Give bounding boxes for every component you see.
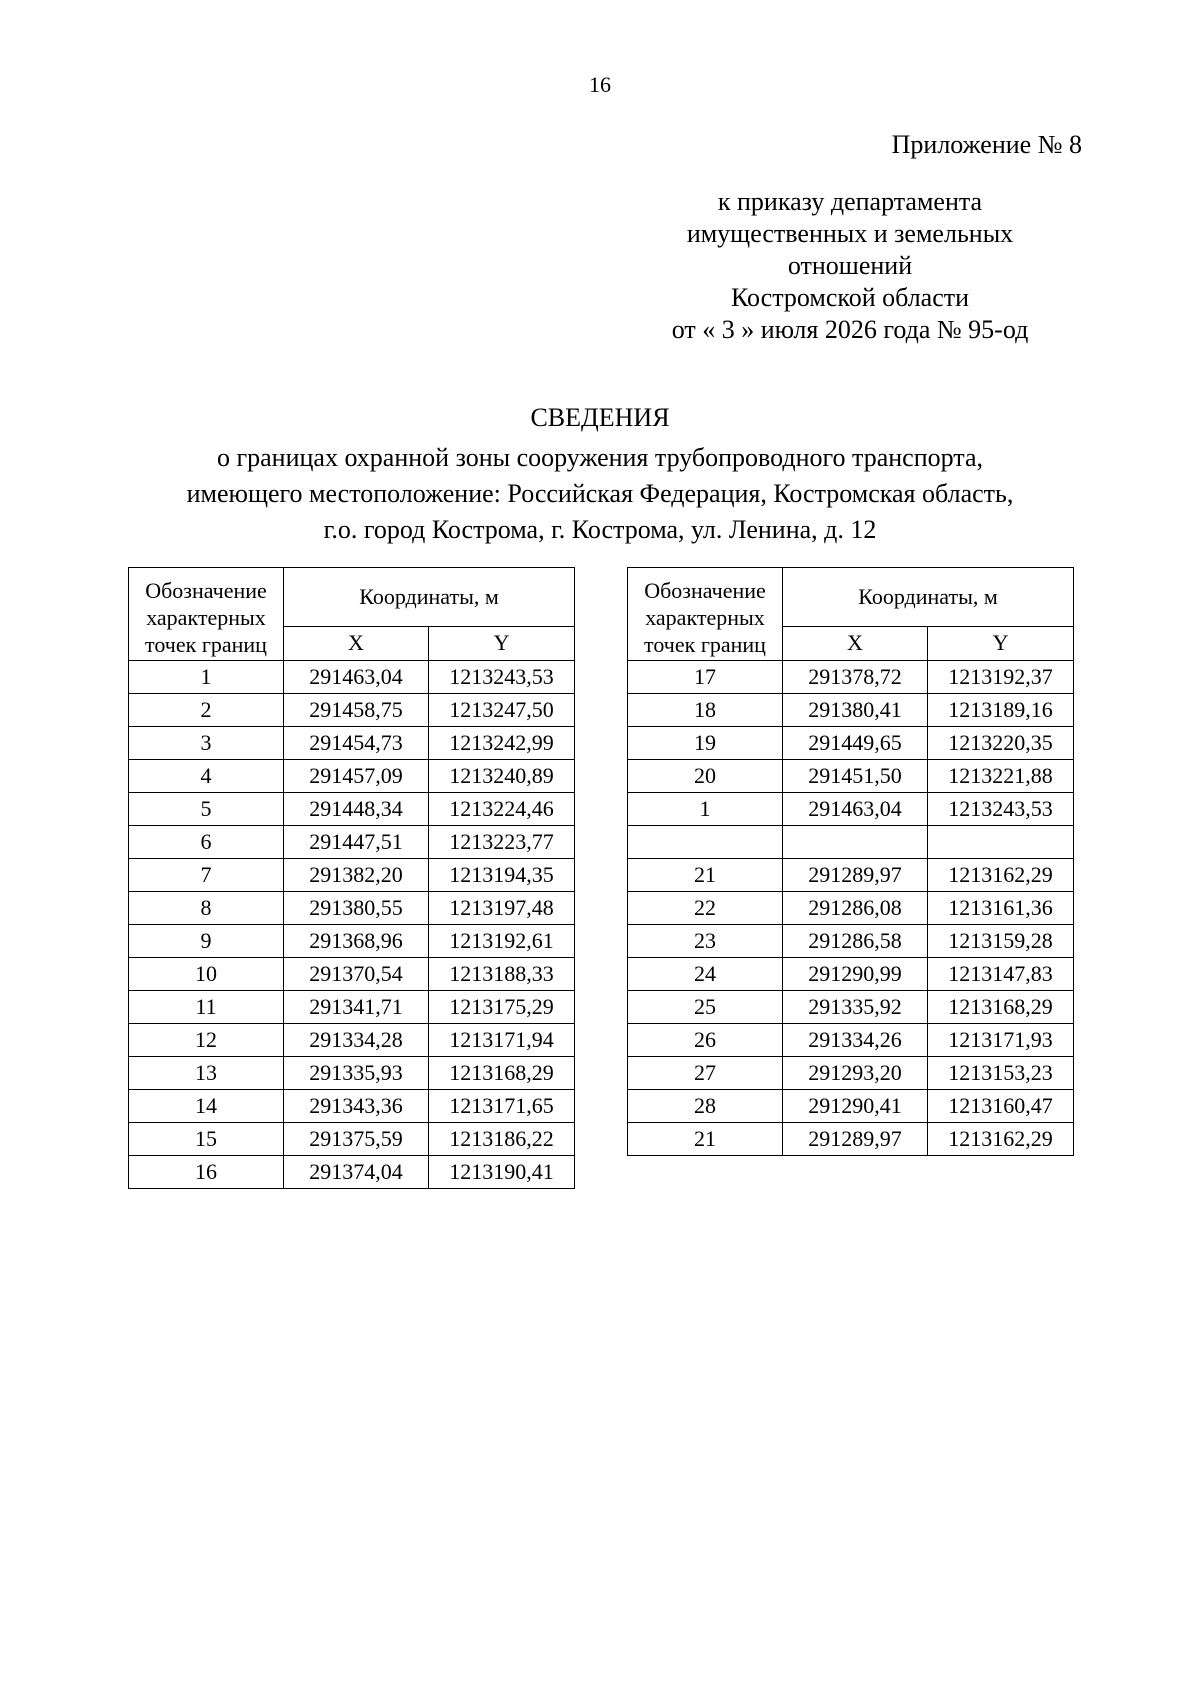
y-coordinate-cell: 1213171,94 — [429, 1024, 575, 1057]
point-id-cell: 10 — [129, 958, 284, 991]
point-id-cell: 6 — [129, 826, 284, 859]
page-number: 16 — [589, 72, 611, 97]
x-coordinate-cell: 291293,20 — [783, 1057, 928, 1090]
table-row — [129, 793, 575, 826]
point-id-cell: 1 — [628, 793, 783, 826]
x-coordinate-cell: 291457,09 — [284, 760, 429, 793]
point-id-cell: 11 — [129, 991, 284, 1024]
table-row — [129, 859, 575, 892]
point-id-cell: 24 — [628, 958, 783, 991]
y-coordinate-cell: 1213171,65 — [429, 1090, 575, 1123]
appendix-label: Приложение № 8 — [891, 130, 1082, 159]
point-id-cell: 20 — [628, 760, 783, 793]
x-coordinate-cell: 291380,55 — [284, 892, 429, 925]
x-coordinate-cell: 291451,50 — [783, 760, 928, 793]
x-coordinate-cell: 291375,59 — [284, 1123, 429, 1156]
point-id-cell: 13 — [129, 1057, 284, 1090]
x-coordinate-cell: 291378,72 — [783, 661, 928, 694]
x-coordinate-cell: 291343,36 — [284, 1090, 429, 1123]
order-line: от « 3 » июля 2026 года № 95-од — [671, 315, 1029, 344]
x-coordinate-cell: 291448,34 — [284, 793, 429, 826]
order-line: имущественных и земельных — [686, 219, 1014, 248]
x-header: X — [783, 626, 928, 660]
point-id-cell: 22 — [628, 892, 783, 925]
y-coordinate-cell: 1213168,29 — [429, 1057, 575, 1090]
x-coordinate-cell: 291447,51 — [284, 826, 429, 859]
table-row — [129, 1024, 575, 1057]
point-id-cell: 21 — [628, 1123, 783, 1156]
y-header: Y — [429, 626, 575, 660]
point-id-cell: 7 — [129, 859, 284, 892]
table-row — [628, 661, 1074, 694]
y-coordinate-cell: 1213171,93 — [928, 1024, 1074, 1057]
table-row — [628, 991, 1074, 1024]
x-coordinate-cell: 291334,26 — [783, 1024, 928, 1057]
y-coordinate-cell: 1213247,50 — [429, 694, 575, 727]
table-row — [129, 1156, 575, 1189]
x-coordinate-cell: 291368,96 — [284, 925, 429, 958]
coordinates-table-left — [128, 567, 575, 1189]
point-header: Обозначение характерных точек границ — [628, 568, 783, 661]
point-header: Обозначение характерных точек границ — [129, 568, 284, 661]
point-id-cell: 4 — [129, 760, 284, 793]
table-row — [129, 661, 575, 694]
y-coordinate-cell: 1213188,33 — [429, 958, 575, 991]
table-row — [628, 694, 1074, 727]
x-coordinate-cell: 291341,71 — [284, 991, 429, 1024]
point-id-cell: 14 — [129, 1090, 284, 1123]
point-id-cell: 27 — [628, 1057, 783, 1090]
x-coordinate-cell: 291463,04 — [284, 661, 429, 694]
y-coordinate-cell — [928, 826, 1074, 859]
table-row — [628, 1057, 1074, 1090]
point-id-cell: 8 — [129, 892, 284, 925]
table-row — [628, 760, 1074, 793]
table-row — [129, 1123, 575, 1156]
point-id-cell: 1 — [129, 661, 284, 694]
table-row — [129, 892, 575, 925]
x-coordinate-cell: 291286,58 — [783, 925, 928, 958]
y-coordinate-cell: 1213192,61 — [429, 925, 575, 958]
table-row — [129, 1090, 575, 1123]
x-coordinate-cell: 291335,92 — [783, 991, 928, 1024]
x-coordinate-cell: 291458,75 — [284, 694, 429, 727]
document-subtitle — [0, 440, 1200, 548]
y-coordinate-cell: 1213159,28 — [928, 925, 1074, 958]
x-coordinate-cell — [783, 826, 928, 859]
x-coordinate-cell: 291290,99 — [783, 958, 928, 991]
subtitle-line: имеющего местоположение: Российская Федерация, Костромская область, — [186, 479, 1014, 508]
table-row — [628, 925, 1074, 958]
table-row — [129, 694, 575, 727]
x-coordinate-cell: 291290,41 — [783, 1090, 928, 1123]
coordinates-header: Координаты, м — [783, 568, 1074, 627]
point-id-cell: 15 — [129, 1123, 284, 1156]
point-id-cell: 25 — [628, 991, 783, 1024]
y-coordinate-cell: 1213168,29 — [928, 991, 1074, 1024]
table-row — [628, 1024, 1074, 1057]
y-coordinate-cell: 1213194,35 — [429, 859, 575, 892]
y-coordinate-cell: 1213224,46 — [429, 793, 575, 826]
x-header: X — [284, 626, 429, 660]
y-coordinate-cell: 1213147,83 — [928, 958, 1074, 991]
y-coordinate-cell: 1213220,35 — [928, 727, 1074, 760]
table-row — [129, 991, 575, 1024]
subtitle-line: г.о. город Кострома, г. Кострома, ул. Ленина, д. 12 — [323, 515, 877, 544]
table-row — [628, 1123, 1074, 1156]
point-id-cell: 12 — [129, 1024, 284, 1057]
point-id-cell: 17 — [628, 661, 783, 694]
x-coordinate-cell: 291334,28 — [284, 1024, 429, 1057]
table-row — [129, 760, 575, 793]
y-coordinate-cell: 1213153,23 — [928, 1057, 1074, 1090]
y-coordinate-cell: 1213160,47 — [928, 1090, 1074, 1123]
table-row — [628, 826, 1074, 859]
table-row — [628, 892, 1074, 925]
x-coordinate-cell: 291463,04 — [783, 793, 928, 826]
y-coordinate-cell: 1213243,53 — [928, 793, 1074, 826]
y-coordinate-cell: 1213186,22 — [429, 1123, 575, 1156]
table-row — [129, 1057, 575, 1090]
point-id-cell: 26 — [628, 1024, 783, 1057]
point-id-cell: 23 — [628, 925, 783, 958]
order-line: отношений — [787, 251, 913, 280]
y-coordinate-cell: 1213221,88 — [928, 760, 1074, 793]
point-id-cell — [628, 826, 783, 859]
x-coordinate-cell: 291382,20 — [284, 859, 429, 892]
table-row — [129, 727, 575, 760]
y-coordinate-cell: 1213162,29 — [928, 1123, 1074, 1156]
table-row — [628, 727, 1074, 760]
y-coordinate-cell: 1213240,89 — [429, 760, 575, 793]
table-row — [628, 859, 1074, 892]
table-row — [628, 1090, 1074, 1123]
table-row — [129, 925, 575, 958]
y-coordinate-cell: 1213197,48 — [429, 892, 575, 925]
y-coordinate-cell: 1213190,41 — [429, 1156, 575, 1189]
table-row — [628, 958, 1074, 991]
table-row — [628, 793, 1074, 826]
table-row — [129, 958, 575, 991]
order-reference — [620, 186, 1080, 346]
y-header: Y — [928, 626, 1074, 660]
y-coordinate-cell: 1213243,53 — [429, 661, 575, 694]
x-coordinate-cell: 291454,73 — [284, 727, 429, 760]
coordinates-header: Координаты, м — [284, 568, 575, 627]
y-coordinate-cell: 1213189,16 — [928, 694, 1074, 727]
y-coordinate-cell: 1213242,99 — [429, 727, 575, 760]
table-row — [129, 826, 575, 859]
point-id-cell: 2 — [129, 694, 284, 727]
x-coordinate-cell: 291289,97 — [783, 859, 928, 892]
x-coordinate-cell: 291289,97 — [783, 1123, 928, 1156]
point-id-cell: 3 — [129, 727, 284, 760]
x-coordinate-cell: 291286,08 — [783, 892, 928, 925]
y-coordinate-cell: 1213161,36 — [928, 892, 1074, 925]
subtitle-line: о границах охранной зоны сооружения трубопроводного транспорта, — [216, 443, 984, 472]
order-line: Костромской области — [730, 283, 970, 312]
y-coordinate-cell: 1213192,37 — [928, 661, 1074, 694]
y-coordinate-cell: 1213162,29 — [928, 859, 1074, 892]
point-id-cell: 5 — [129, 793, 284, 826]
x-coordinate-cell: 291380,41 — [783, 694, 928, 727]
coordinates-table-right — [627, 567, 1074, 1156]
point-id-cell: 18 — [628, 694, 783, 727]
x-coordinate-cell: 291449,65 — [783, 727, 928, 760]
point-id-cell: 16 — [129, 1156, 284, 1189]
document-title: СВЕДЕНИЯ — [530, 403, 670, 432]
point-id-cell: 28 — [628, 1090, 783, 1123]
y-coordinate-cell: 1213175,29 — [429, 991, 575, 1024]
x-coordinate-cell: 291335,93 — [284, 1057, 429, 1090]
order-line: к приказу департамента — [717, 187, 983, 216]
point-id-cell: 21 — [628, 859, 783, 892]
x-coordinate-cell: 291374,04 — [284, 1156, 429, 1189]
point-id-cell: 9 — [129, 925, 284, 958]
x-coordinate-cell: 291370,54 — [284, 958, 429, 991]
y-coordinate-cell: 1213223,77 — [429, 826, 575, 859]
point-id-cell: 19 — [628, 727, 783, 760]
